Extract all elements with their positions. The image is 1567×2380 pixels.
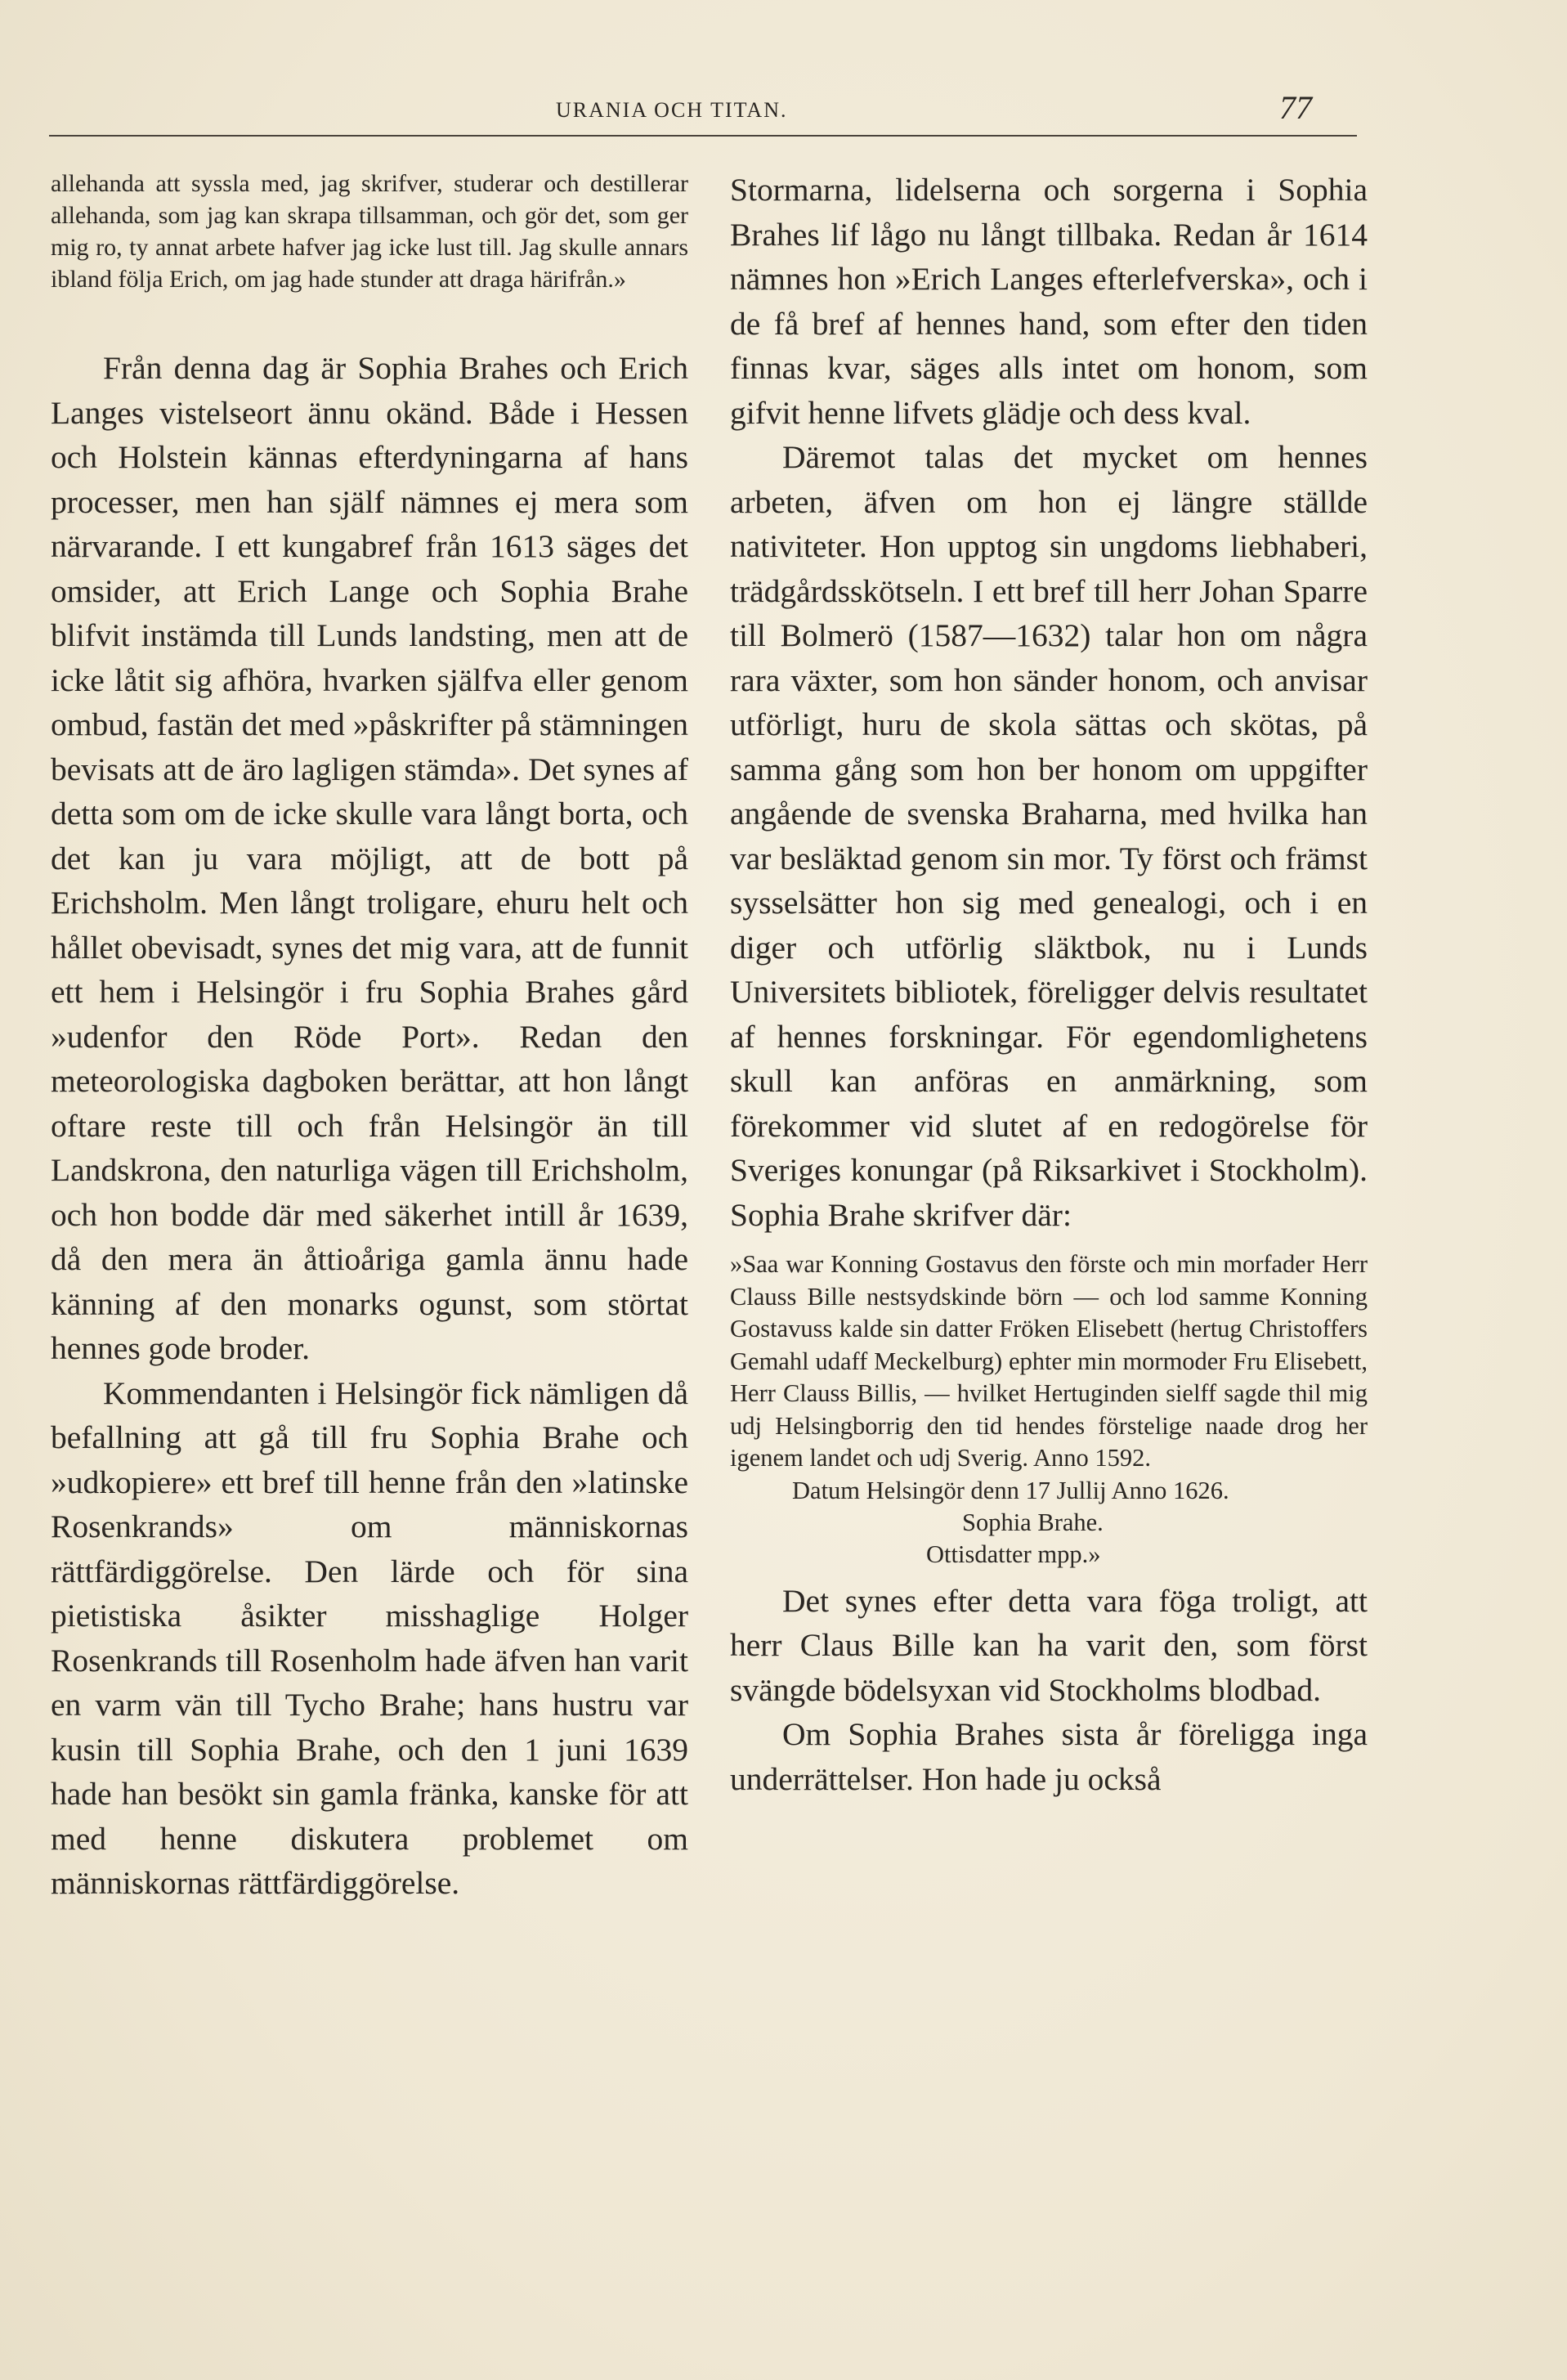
right-column <box>730 168 1368 2326</box>
block-quote: »Saa war Konning Gostavus den förste och min morfader Herr Clauss Bille nestsydskinde börn — och lod samme Konning Gostavuss kalde sin datter Fröken Elisebett (hertug Christoffers Gemahl udaff Meckelburg) ephter min mormoder Fru Elisebett, Herr Clauss Billis, — hvilket Hertuginden sielff sagde thil mig udj Helsingborrig den tid hendes förstelige naade drog her igenem landet och udj Sverig. Anno 1592. <box>730 1250 1368 1472</box>
paragraph: Stormarna, lidelserna och sorgerna i Sophia Brahes lif lågo nu långt tillbaka. Redan år 1614 nämnes hon »Erich Langes efterlefverska», och i de få bref af hennes hand, som efter den tiden finnas kvar, säges alls intet om honom, som gifvit henne lifvets glädje och dess kval. <box>730 172 1368 431</box>
quote-closing: Ottisdatter mpp.» <box>926 1540 1101 1568</box>
running-title: URANIA OCH TITAN. <box>556 98 788 122</box>
quote-signature: Sophia Brahe. <box>962 1508 1104 1536</box>
quote-date: Datum Helsingör denn 17 Jullij Anno 1626. <box>792 1476 1229 1504</box>
page-header <box>49 88 1357 137</box>
paragraph: Från denna dag är Sophia Brahes och Erich Langes vistelseort ännu okänd. Både i Hessen och Holstein kännas efterdyningarna af hans processer, men han själf nämnes ej mera som närvarande. I ett kungabref från 1613 säges det omsider, att Erich Lange och Sophia Brahe blifvit instämda till Lunds landsting, men att de icke låtit sig afhöra, hvarken själfva eller genom ombud, fastän det med »påskrifter på stämningen bevisats att de äro lagligen stämda». Det synes af detta som om de icke skulle vara långt borta, och det kan ju vara möjligt, att de bott på Erichsholm. Men långt troligare, ehuru helt och hållet obevisadt, synes det mig vara, att de funnit ett hem i Helsingör i fru Sophia Brahes gård »udenfor den Röde Port». Redan den meteorologiska dagboken berättar, att hon långt oftare reste till och från Helsingör än till Landskrona, den naturliga vägen till Erichsholm, och hon bodde där med säkerhet intill år 1639, då den mera än åttioåriga gamla ännu hade känning af den monarks ogunst, som störtat hennes gode broder. <box>51 350 688 1366</box>
paragraph: Däremot talas det mycket om hennes arbeten, äfven om hon ej längre ställde nativiteter. Hon upptog sin ungdoms liebhaberi, trädgårdsskötseln. I ett bref till herr Johan Sparre till Bolmerö (1587—1632) talar hon om några rara växter, som hon sänder honom, och anvisar utförligt, huru de skola sättas och skötas, på samma gång som hon ber honom om uppgifter angående de svenska Braharna, med hvilka han var besläktad genom sin mor. Ty först och främst sysselsätter hon sig med genealogi, och i en diger och utförlig släktbok, nu i Lunds Universitets bibliotek, föreligger delvis resultatet af hennes forskningar. För egendomlighetens skull kan anföras en anmärkning, som förekommer vid slutet af en redogörelse för Sveriges konungar (på Riksarkivet i Stockholm). Sophia Brahe skrifver där: <box>730 439 1368 1233</box>
paragraph: Det synes efter detta vara föga troligt, att herr Claus Bille kan ha varit den, som först svängde bödelsyxan vid Stockholms blodbad. <box>730 1582 1368 1708</box>
paragraph: Kommendanten i Helsingör fick nämligen då befallning att gå till fru Sophia Brahe och »udkopiere» ett bref till henne från den »latinske Rosenkrands» om människornas rättfärdiggörelse. Den lärde och för sina pietistiska åsikter misshaglige Holger Rosenkrands till Rosenholm hade äfven han varit en varm vän till Tycho Brahe; hans hustru var kusin till Sophia Brahe, och den 1 juni 1639 hade han besökt sin gamla fränka, kanske för att med henne diskutera problemet om människornas rättfärdiggörelse. <box>51 1374 688 1901</box>
page-number: 77 <box>1279 89 1312 126</box>
header-rule <box>49 135 1357 137</box>
left-column <box>51 168 688 2326</box>
paragraph: Om Sophia Brahes sista år föreligga inga underrättelser. Hon hade ju också <box>730 1716 1368 1797</box>
letter-excerpt: allehanda att syssla med, jag skrifver, studerar och destillerar allehanda, som jag kan skrapa tillsamman, och gör det, som ger mig ro, ty annat arbete hafver jag icke lust till. Jag skulle annars ibland följa Erich, om jag hade stunder att draga härifrån.» <box>51 170 688 293</box>
